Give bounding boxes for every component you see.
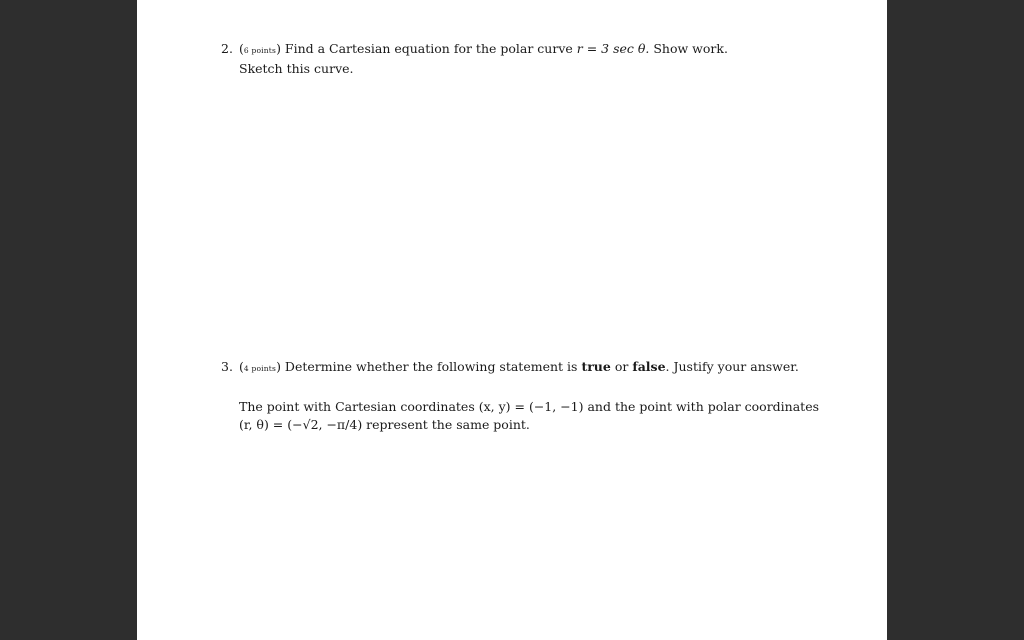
problem-2-line-2: Sketch this curve. <box>239 61 354 76</box>
problem-2-number: 2. <box>221 41 233 56</box>
problem-2 <box>221 40 821 78</box>
problem-3: 3. (4 points) Determine whether the following statement is true or false. Justify your answer. <box>221 359 799 374</box>
problem-3-false: false <box>632 359 666 374</box>
problem-2-prompt: Find a Cartesian equation for the polar curve <box>284 41 573 56</box>
problem-2-points: 6 points <box>243 46 277 55</box>
problem-3-or: or <box>614 359 629 374</box>
problem-2-equation: r = 3 sec θ. <box>576 41 650 56</box>
problem-3-true: true <box>581 359 611 374</box>
problem-3-number: 3. <box>221 359 233 374</box>
statement-line-2: (r, θ) = (−√2, −π/4) represent the same point. <box>239 417 530 432</box>
problem-2-line-1: 2. (6 points) Find a Cartesian equation for the polar curve r = 3 sec θ. Show work. <box>221 41 728 56</box>
problem-3-instruction: . Justify your answer. <box>665 359 799 374</box>
statement-line-1: The point with Cartesian coordinates (x, y) = (−1, −1) and the point with polar coordinates <box>239 399 820 414</box>
document-page <box>137 0 887 640</box>
problem-2-instruction: Show work. <box>653 41 728 56</box>
problem-3-statement <box>239 398 839 434</box>
problem-3-prompt: Determine whether the following statement is <box>284 359 578 374</box>
problem-3-points: 4 points <box>243 364 277 373</box>
